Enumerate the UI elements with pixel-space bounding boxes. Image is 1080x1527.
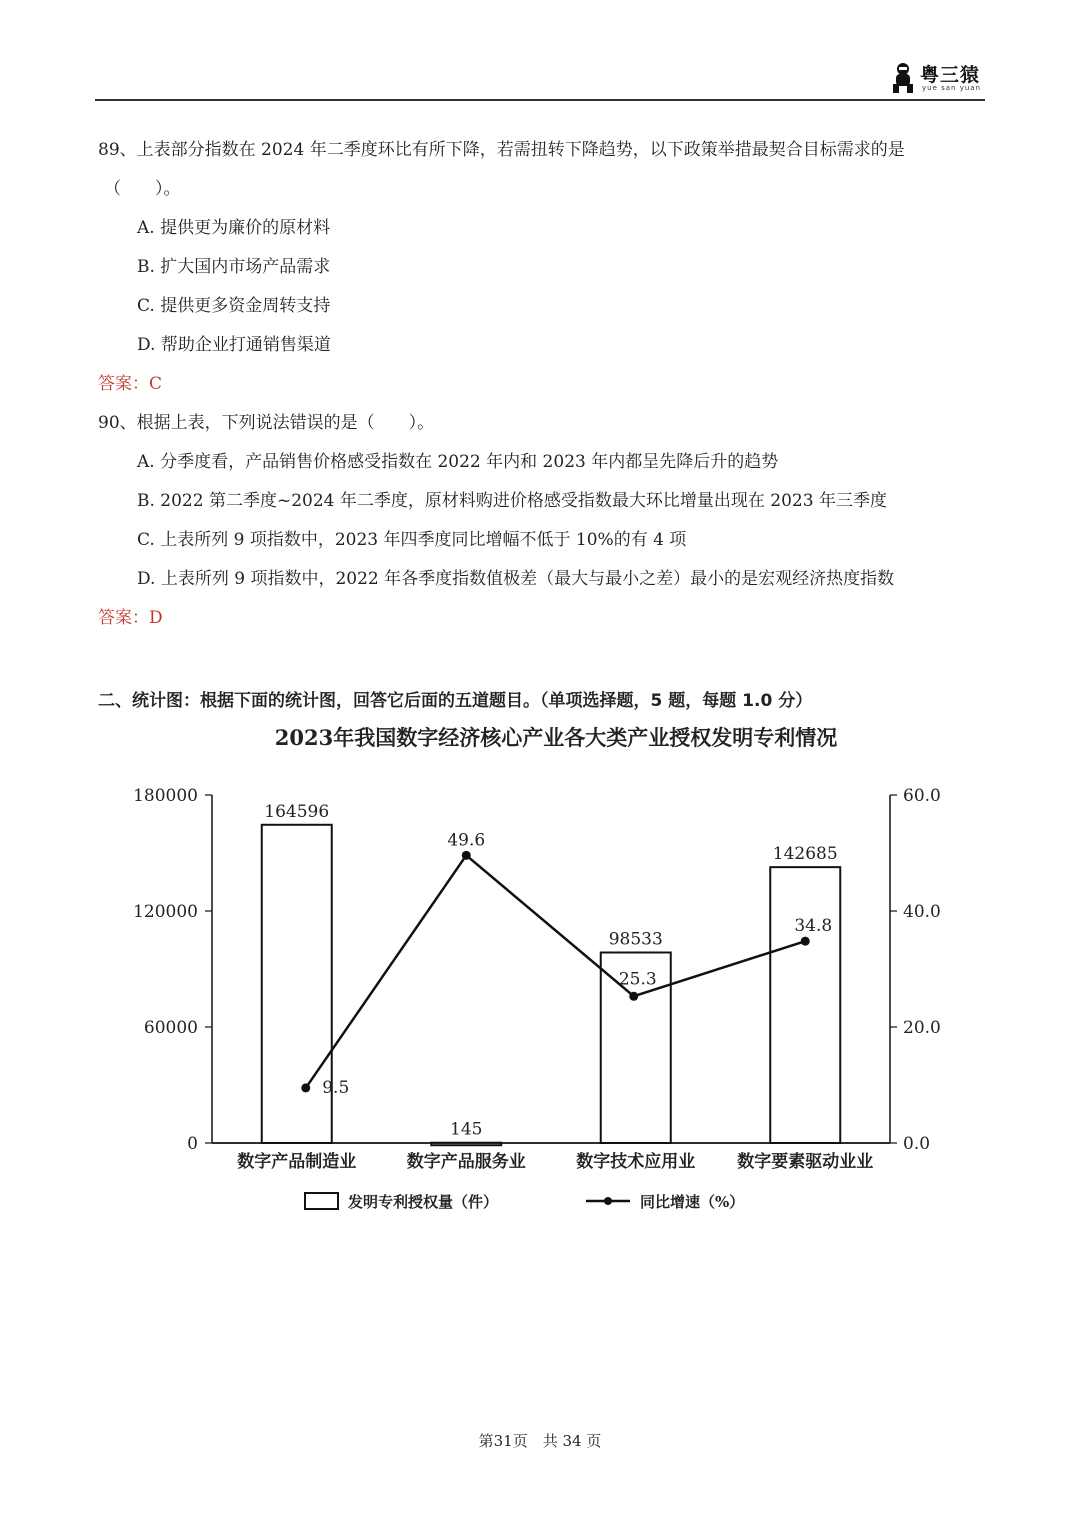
category-label: 数字要素驱动业业 [737, 1152, 874, 1172]
right-tick-label: 60.0 [903, 786, 941, 806]
growth-point [801, 937, 810, 946]
growth-point [462, 851, 471, 860]
page-footer: 第31页 共 34 页 [478, 1432, 602, 1450]
q89-stem-line2: （ ）。 [104, 179, 181, 199]
right-tick-label: 0.0 [903, 1134, 931, 1154]
growth-point [301, 1083, 310, 1092]
bar-value-label: 145 [450, 1119, 483, 1140]
section-title: 二、统计图：根据下面的统计图，回答它后面的五道题目。（单项选择题，5 题，每题 1.0 分） [98, 691, 813, 711]
q89-option-c: C. 提供更多资金周转支持 [137, 296, 331, 316]
category-label: 数字产品服务业 [406, 1152, 526, 1172]
q90-stem: 90、根据上表，下列说法错误的是（ ）。 [98, 413, 435, 433]
legend-line-label: 同比增速（%） [640, 1193, 745, 1211]
legend-bar-swatch [305, 1193, 338, 1209]
q90-option-c: C. 上表所列 9 项指数中，2023 年四季度同比增幅不低于 10%的有 4 项 [137, 530, 687, 550]
growth-value-label: 49.6 [447, 830, 486, 851]
bar-value-label: 164596 [264, 801, 330, 822]
growth-point [629, 992, 638, 1001]
chart-title: 2023年我国数字经济核心产业各大类产业授权发明专利情况 [274, 725, 838, 750]
category-label: 数字技术应用业 [576, 1152, 696, 1172]
left-tick-label: 60000 [143, 1018, 198, 1038]
left-tick-label: 180000 [133, 786, 198, 806]
growth-value-label: 9.5 [322, 1077, 350, 1098]
q90-answer: 答案：D [98, 608, 163, 628]
growth-line [306, 855, 806, 1088]
legend-line-marker [604, 1197, 612, 1205]
left-tick-label: 120000 [133, 902, 198, 922]
logo-subtitle: yue san yuan [922, 84, 982, 92]
growth-value-label: 25.3 [618, 969, 657, 990]
patent-chart [0, 760, 1080, 1230]
q90-option-b: B. 2022 第二季度~2024 年二季度，原材料购进价格感受指数最大环比增量出现在 2023 年三季度 [137, 491, 887, 511]
monkey-logo-icon [890, 62, 916, 94]
right-tick-label: 40.0 [903, 902, 941, 922]
logo-text: 粤三猿 [920, 64, 981, 86]
legend-bar-label: 发明专利授权量（件） [348, 1193, 499, 1211]
brand-logo [890, 60, 990, 96]
q89-option-b: B. 扩大国内市场产品需求 [137, 257, 331, 277]
header-divider [95, 99, 985, 101]
bar-value-label: 98533 [608, 929, 663, 950]
q90-option-d: D. 上表所列 9 项指数中，2022 年各季度指数值极差（最大与最小之差）最小的是宏观经济热度指数 [137, 569, 895, 589]
q90-option-a: A. 分季度看，产品销售价格感受指数在 2022 年内和 2023 年内都呈先降后升的趋势 [137, 452, 779, 472]
q89-option-d: D. 帮助企业打通销售渠道 [137, 335, 331, 355]
category-label: 数字产品制造业 [237, 1152, 357, 1172]
q89-option-a: A. 提供更为廉价的原材料 [137, 218, 331, 238]
q89-answer: 答案：C [98, 374, 163, 394]
bar [770, 867, 840, 1143]
growth-value-label: 34.8 [794, 916, 833, 937]
left-tick-label: 0 [187, 1134, 198, 1154]
q89-stem-line1: 89、上表部分指数在 2024 年二季度环比有所下降，若需扭转下降趋势，以下政策举措最契合目标需求的是 [98, 140, 905, 160]
right-tick-label: 20.0 [903, 1018, 941, 1038]
bar-value-label: 142685 [772, 844, 838, 865]
